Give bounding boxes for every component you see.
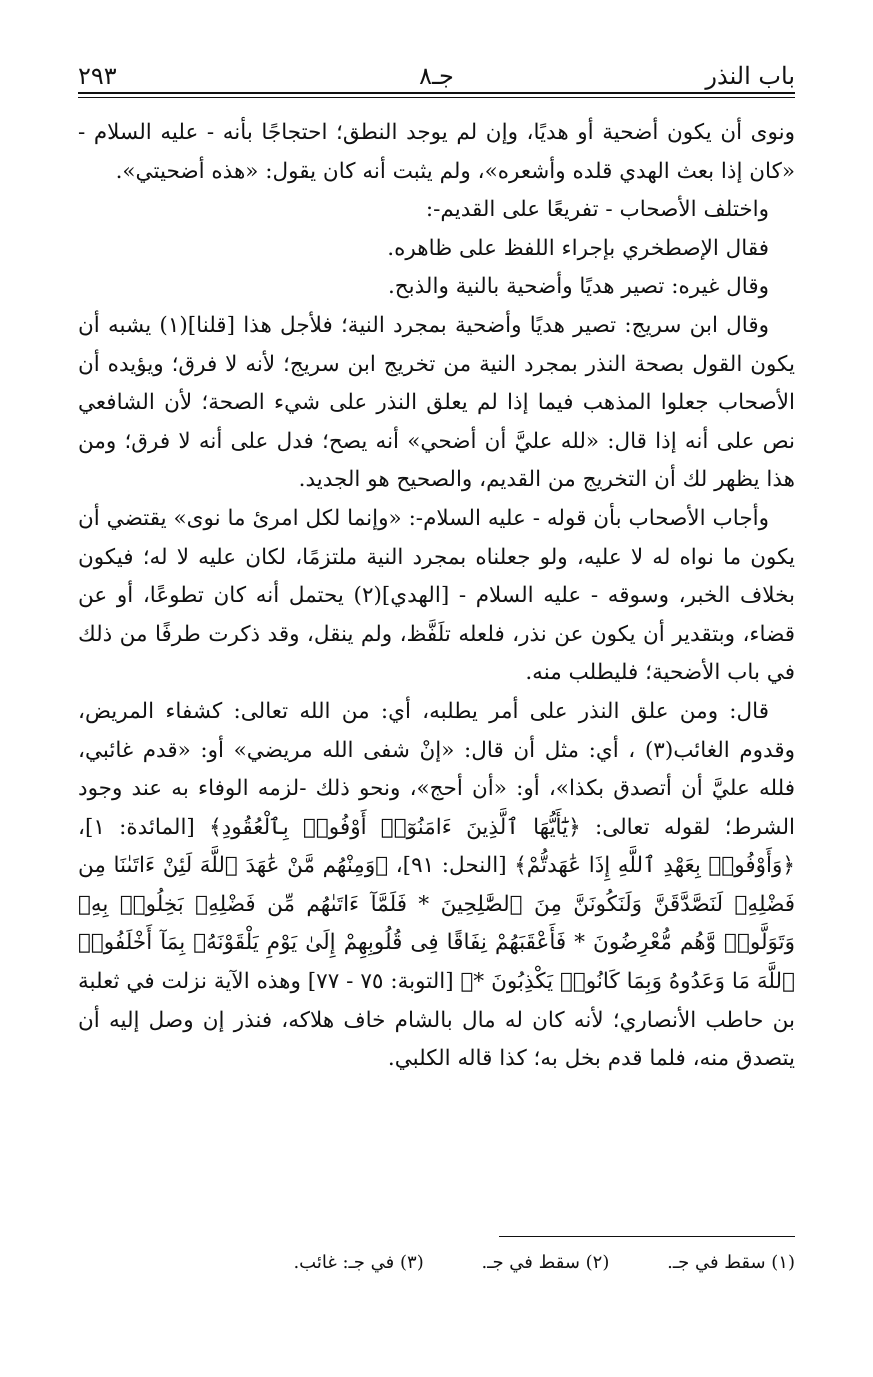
paragraph: قال: ومن علق النذر على أمر يطلبه، أي: من الله تعالى: كشفاء المريض، وقدوم الغائب(٣) ، أي: مثل أن قال: «إنْ شفى الله مريضي» أو: «قدم غائبي، فلله عليَّ أن أتصدق بكذا»، أو: «أن أحج»، ونحو ذلك -لزمه الوفاء به عند وجود الشرط؛ لقوله تعالى: ﴿يَٰٓأَيُّهَا ٱلَّذِينَ ءَامَنُوٓا۟ أَوْفُوا۟ بِٱلْعُقُودِ﴾ [المائدة: ١]، ﴿وَأَوْفُوا۟ بِعَهْدِ ٱللَّهِ إِذَا عَٰهَدتُّمْ﴾ [النحل: ٩١]، ﴿وَمِنْهُم مَّنْ عَٰهَدَ ٱللَّهَ لَئِنْ ءَاتَىٰنَا مِن فَضْلِهِۦ لَنَصَّدَّقَنَّ وَلَنَكُونَنَّ مِنَ ٱلصَّٰلِحِينَ * فَلَمَّآ ءَاتَىٰهُم مِّن فَضْلِهِۦ بَخِلُوا۟ بِهِۦ وَتَوَلَّوا۟ وَّهُم مُّعْرِضُونَ * فَأَعْقَبَهُمْ نِفَاقًا فِى قُلُوبِهِمْ إِلَىٰ يَوْمِ يَلْقَوْنَهُۥ بِمَآ أَخْلَفُوا۟ ٱللَّهَ مَا وَعَدُوهُ وَبِمَا كَانُوا۟ يَكْذِبُونَ *﴾ [التوبة: ٧٥ - ٧٧] وهذه الآية نزلت في ثعلبة بن حاطب الأنصاري؛ لأنه كان له مال بالشام خاف هلاكه، فنذر إن وصل إليه أن يتصدق منه، فلما قدم بخل به؛ كذا قاله الكلبي. [78, 698, 795, 1072]
paragraph: وقال غيره: تصير هديًا وأضحية بالنية والذبح. [387, 274, 769, 300]
footnote: (١) سقط في جـ. [667, 1252, 795, 1273]
footnote-rule [499, 1236, 795, 1237]
header-rule-thick [78, 92, 795, 94]
footnote: (٢) سقط في جـ. [481, 1252, 610, 1273]
page-number: ٢٩٣ [78, 62, 117, 90]
paragraph: واختلف الأصحاب - تفريعًا على القديم-: [425, 197, 769, 223]
footnote: (٣) في جـ: غائب. [293, 1252, 424, 1273]
paragraph: وقال ابن سريج: تصير هديًا وأضحية بمجرد النية؛ فلأجل هذا [قلنا](١) يشبه أن يكون القول بصحة النذر بمجرد النية من تخريج ابن سريج؛ لأنه لا فرق؛ ويؤيده أن الأصحاب جعلوا المذهب فيما إذا لم يعلق النذر على شيء الصحة؛ لأن الشافعي نص على أنه إذا قال: «لله عليَّ أن أضحي» أنه يصح؛ فدل على أنه لا فرق؛ ومن هذا يظهر لك أن التخريج من القديم، والصحيح هو الجديد. [78, 312, 795, 493]
footnotes [200, 1248, 795, 1280]
paragraph: وأجاب الأصحاب بأن قوله - عليه السلام-: «وإنما لكل امرئ ما نوى» يقتضي أن يكون ما نواه له لا عليه، ولو جعلناه بمجرد النية ملتزمًا، لكان عليه لا له؛ فيكون بخلاف الخبر، وسوقه - عليه السلام - [الهدي](٢) يحتمل أنه كان تطوعًا، أو عن قضاء، وبتقدير أن يكون عن نذر، فلعله تلَفَّظ، ولم ينقل، وقد ذكرت طرفًا من ذلك في باب الأضحية؛ فليطلب منه. [78, 505, 795, 686]
running-header [78, 60, 795, 92]
header-rule-thin [78, 97, 795, 98]
chapter-title: باب النذر [705, 62, 795, 90]
volume-label: جـ٨ [419, 62, 454, 90]
paragraph: فقال الإصطخري بإجراء اللفظ على ظاهره. [387, 235, 769, 261]
paragraph: ونوى أن يكون أضحية أو هديًا، وإن لم يوجد النطق؛ احتجاجًا بأنه - عليه السلام - «كان إذا بعث الهدي قلده وأشعره»، ولم يثبت أنه كان يقول: «هذه أضحيتي». [78, 120, 795, 184]
main-text [78, 114, 795, 1224]
